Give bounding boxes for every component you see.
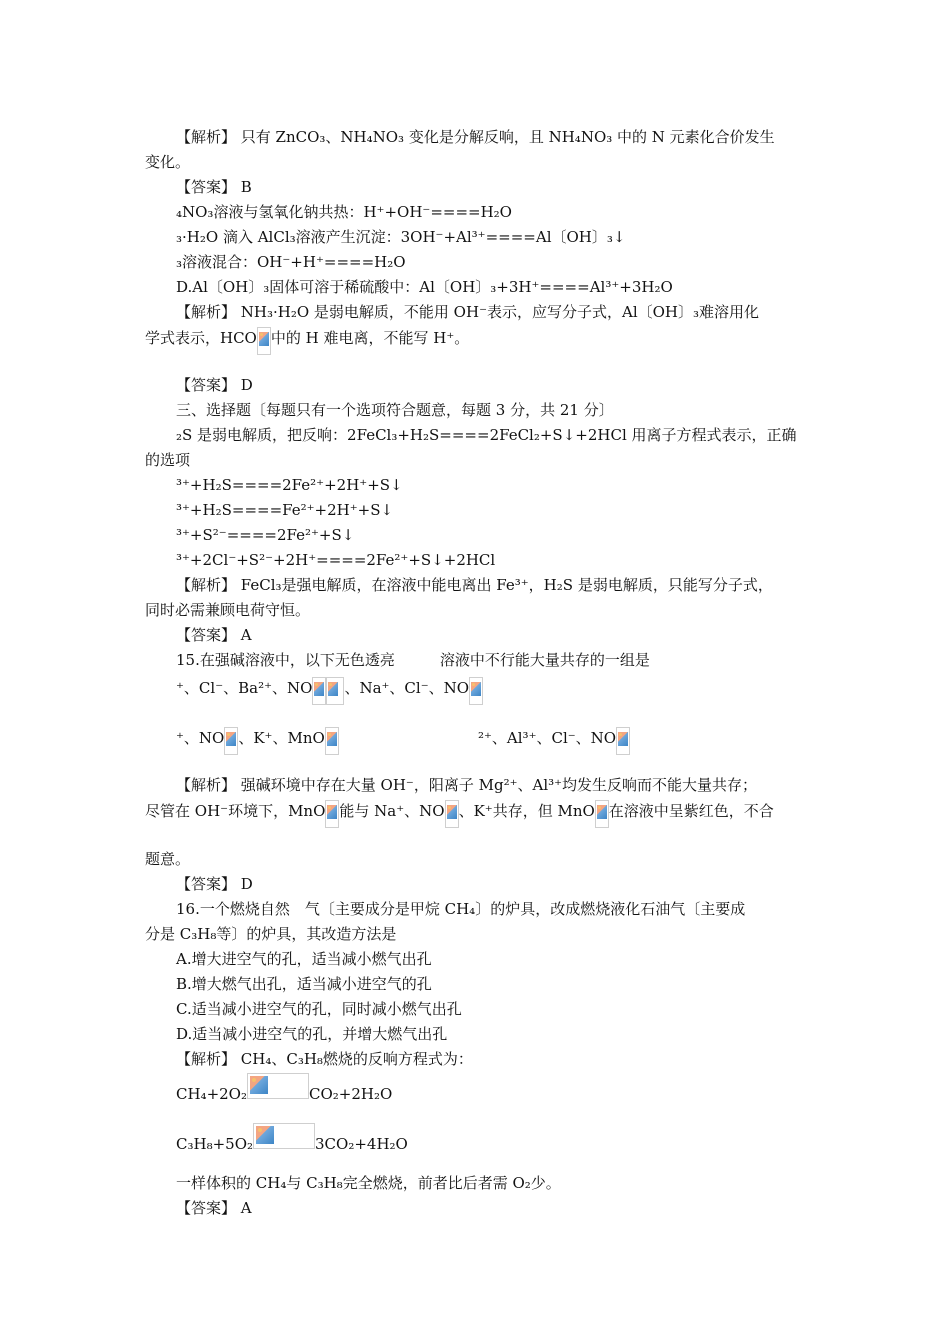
text-line: 同时必需兼顾电荷守恒。 — [145, 601, 311, 619]
section-heading: 三、选择题〔每题只有一个选项符合题意，每题 3 分，共 21 分〕 — [176, 401, 614, 419]
formula-image-icon — [326, 677, 344, 705]
text-line — [145, 800, 774, 828]
option-line — [478, 727, 630, 755]
text-span: 3CO₂+4H₂O — [315, 1135, 408, 1153]
option-line: ₄NO₃溶液与氢氧化钠共热：H⁺+OH⁻====H₂O — [176, 203, 512, 221]
option-line: C.适当减小进空气的孔，同时减小燃气出孔 — [176, 1000, 462, 1018]
question-line: 15.在强碱溶液中，以下无色透亮 溶液中不行能大量共存的一组是 — [176, 651, 650, 669]
answer-line: 【答案】 D — [176, 875, 253, 893]
option-line: ³⁺+H₂S====Fe²⁺+2H⁺+S↓ — [176, 501, 394, 519]
formula-image-icon — [312, 677, 326, 705]
reaction-condition-image-icon — [253, 1123, 315, 1149]
text-span: 尽管在 OH⁻环境下，MnO — [145, 802, 326, 820]
question-line: ₂S 是弱电解质，把反响：2FeCl₃+H₂S====2FeCl₂+S↓+2HCl 用离子方程式表示，正确 — [176, 426, 797, 444]
formula-image-icon — [224, 727, 238, 755]
text-span: CH₄+2O₂ — [176, 1085, 247, 1103]
text-span: 能与 Na⁺、NO — [339, 802, 445, 820]
formula-image-icon — [469, 677, 483, 705]
equation-line — [176, 1073, 392, 1114]
text-line: 【解析】 只有 ZnCO₃、NH₄NO₃ 变化是分解反响，且 NH₄NO₃ 中的 N 元素化合价发生 — [176, 128, 775, 146]
reaction-condition-image-icon — [247, 1073, 309, 1099]
text-span: ⁺、Cl⁻、Ba²⁺、NO — [176, 679, 313, 697]
text-span: 学式表示，HCO — [145, 329, 257, 347]
formula-image-icon — [325, 727, 339, 755]
answer-line: 【答案】 A — [176, 626, 252, 644]
formula-image-icon — [445, 800, 459, 828]
text-line: 【解析】 强碱环境中存在大量 OH⁻，阳离子 Mg²⁺、Al³⁺均发生反响而不能大量共存； — [176, 776, 758, 794]
option-line: B.增大燃气出孔，适当减小进空气的孔 — [176, 975, 432, 993]
option-line: ³⁺+S²⁻====2Fe²⁺+S↓ — [176, 526, 355, 544]
text-line: 题意。 — [145, 850, 191, 868]
formula-image-icon — [595, 800, 609, 828]
formula-image-icon — [257, 327, 271, 355]
text-span: 、K⁺共存，但 MnO — [458, 802, 595, 820]
text-span: CO₂+2H₂O — [309, 1085, 393, 1103]
equation-line — [176, 1123, 408, 1164]
text-line: 【解析】 CH₄、C₃H₈燃烧的反响方程式为： — [176, 1050, 473, 1068]
text-line: 变化。 — [145, 153, 191, 171]
text-span: ⁺、NO — [176, 729, 225, 747]
option-line: ³⁺+H₂S====2Fe²⁺+2H⁺+S↓ — [176, 476, 403, 494]
question-line: 的选项 — [145, 451, 191, 469]
option-line: ₃·H₂O 滴入 AlCl₃溶液产生沉淀：3OH⁻+Al³⁺====Al〔OH〕₃↓ — [176, 228, 626, 246]
answer-line: 【答案】 D — [176, 376, 253, 394]
option-line: ₃溶液混合：OH⁻+H⁺====H₂O — [176, 253, 406, 271]
text-span: C₃H₈+5O₂ — [176, 1135, 254, 1153]
option-line — [176, 677, 483, 705]
formula-image-icon — [616, 727, 630, 755]
text-span: 在溶液中呈紫红色，不合 — [608, 802, 774, 820]
option-line: D.Al〔OH〕₃固体可溶于稀硫酸中：Al〔OH〕₃+3H⁺====Al³⁺+3H₂O — [176, 278, 673, 296]
question-line: 分是 C₃H₈等〕的炉具，其改造方法是 — [145, 925, 397, 943]
option-line: D.适当减小进空气的孔，并增大燃气出孔 — [176, 1025, 448, 1043]
text-span: 、Na⁺、Cl⁻、NO — [344, 679, 470, 697]
answer-line: 【答案】 B — [176, 178, 252, 196]
answer-line: 【答案】 A — [176, 1199, 252, 1217]
option-line: ³⁺+2Cl⁻+S²⁻+2H⁺====2Fe²⁺+S↓+2HCl — [176, 551, 496, 569]
text-line: 【解析】 FeCl₃是强电解质，在溶液中能电离出 Fe³⁺，H₂S 是弱电解质，只能写分子式， — [176, 576, 773, 594]
text-span: 中的 H 难电离，不能写 H⁺。 — [270, 329, 470, 347]
text-span: 、K⁺、MnO — [238, 729, 325, 747]
text-line: 一样体积的 CH₄与 C₃H₈完全燃烧，前者比后者需 O₂少。 — [176, 1174, 561, 1192]
text-line — [145, 327, 469, 355]
question-line: 16.一个燃烧自然 气〔主要成分是甲烷 CH₄〕的炉具，改成燃烧液化石油气〔主要成 — [176, 900, 746, 918]
text-line: 【解析】 NH₃·H₂O 是弱电解质，不能用 OH⁻表示，应写分子式，Al〔OH〕₃难溶用化 — [176, 303, 760, 321]
text-span: ²⁺、Al³⁺、Cl⁻、NO — [478, 729, 617, 747]
option-line — [176, 727, 339, 755]
formula-image-icon — [325, 800, 339, 828]
option-line: A.增大进空气的孔，适当减小燃气出孔 — [176, 950, 432, 968]
